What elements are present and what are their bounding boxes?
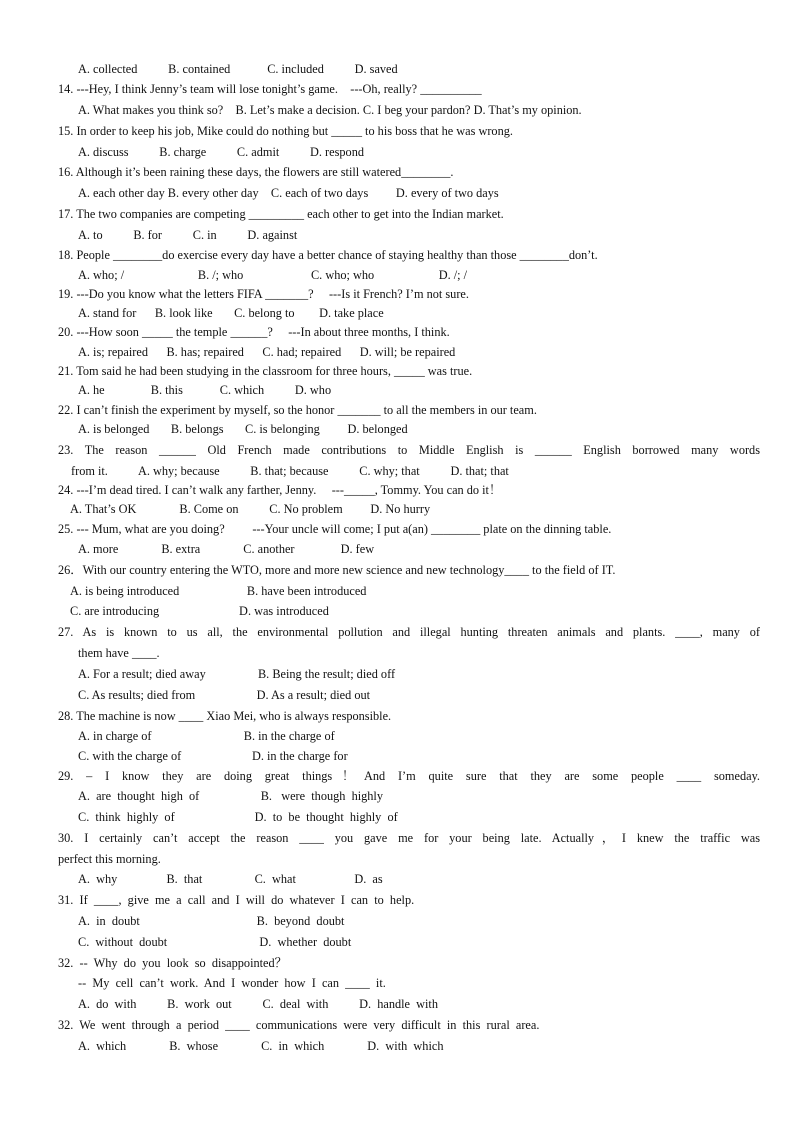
question-line: 23. The reason ______ Old French made contributions to Middle English is ______ English borrowed many words — [58, 443, 760, 457]
answer-options: A. stand for B. look like C. belong to D. take place — [78, 306, 384, 320]
question-line: 24. ---I’m dead tired. I can’t walk any farther, Jenny. ---_____, Tommy. You can do it！ — [58, 483, 502, 497]
question-line: 14. ---Hey, I think Jenny’s team will lose tonight’s game. ---Oh, really? __________ — [58, 82, 482, 96]
answer-options: A. who; / B. /; who C. who; who D. /; / — [78, 268, 468, 282]
answer-options: C. As results; died from D. As a result; died out — [78, 688, 371, 702]
question-line: 30. I certainly can’t accept the reason ____ you gave me for your being late. Actually，I knew the traffic was — [58, 831, 760, 845]
answer-options: A. is being introduced B. have been introduced — [70, 584, 367, 598]
answer-options: A. is belonged B. belongs C. is belonging D. belonged — [78, 422, 408, 436]
answer-options: A. For a result; died away B. Being the result; died off — [78, 667, 396, 681]
question-line: 26．With our country entering the WTO, more and more new science and new technology____ to the field of IT. — [58, 563, 616, 577]
question-line: 22. I can’t finish the experiment by myself, so the honor _______ to all the members in our team. — [58, 403, 537, 417]
question-line: 25. --- Mum, what are you doing? ---Your uncle will come; I put a(an) ________ plate on the dinning table. — [58, 522, 612, 536]
answer-options: -- My cell can’t work. And I wonder how I can ____ it. — [78, 976, 386, 990]
question-line: 32. -- Why do you look so disappointed？ — [58, 956, 287, 970]
answer-options: A. in charge of B. in the charge of — [78, 729, 335, 743]
answer-options: A. which B. whose C. in which D. with which — [78, 1039, 444, 1053]
question-line: 16. Although it’s been raining these days, the flowers are still watered________. — [58, 165, 454, 179]
answer-options: A. What makes you think so? B. Let’s make a decision. C. I beg your pardon? D. That’s my opinion. — [78, 103, 582, 117]
answer-options: A. to B. for C. in D. against — [78, 228, 298, 242]
question-line: 17. The two companies are competing _________ each other to get into the Indian market. — [58, 207, 504, 221]
answer-options: C. without doubt D. whether doubt — [78, 935, 352, 949]
answer-options: C. think highly of D. to be thought highly of — [78, 810, 398, 824]
question-line: 28. The machine is now ____ Xiao Mei, who is always responsible. — [58, 709, 392, 723]
answer-options: A. is; repaired B. has; repaired C. had; repaired D. will; be repaired — [78, 345, 456, 359]
question-line: 31. If ____, give me a call and I will do whatever I can to help. — [58, 893, 415, 907]
question-line: 18. People ________do exercise every day have a better chance of staying healthy than those ________don’t. — [58, 248, 598, 262]
answer-options: A. more B. extra C. another D. few — [78, 542, 375, 556]
answer-options: A. why B. that C. what D. as — [78, 872, 383, 886]
answer-options: A. That’s OK B. Come on C. No problem D. No hurry — [70, 502, 431, 516]
question-line: 27. As is known to us all, the environmental pollution and illegal hunting threaten animals and plants. ____, many of — [58, 625, 760, 639]
answer-options: A. he B. this C. which D. who — [78, 383, 332, 397]
answer-options: A. are thought high of B. were though highly — [78, 789, 383, 803]
answer-options: A. discuss B. charge C. admit D. respond — [78, 145, 364, 159]
answer-options: C. are introducing D. was introduced — [70, 604, 329, 618]
question-line: 19. ---Do you know what the letters FIFA _______? ---Is it French? I’m not sure. — [58, 287, 469, 301]
answer-options: A. each other day B. every other day C. each of two days D. every of two days — [78, 186, 499, 200]
answer-options: C. with the charge of D. in the charge for — [78, 749, 348, 763]
question-line: 15. In order to keep his job, Mike could do nothing but _____ to his boss that he was wrong. — [58, 124, 513, 138]
answer-options: A. do with B. work out C. deal with D. handle with — [78, 997, 439, 1011]
answer-options: A. collected B. contained C. included D. saved — [78, 62, 398, 76]
answer-options: A. in doubt B. beyond doubt — [78, 914, 345, 928]
question-continuation: from it. A. why; because B. that; because C. why; that D. that; that — [71, 464, 509, 478]
question-line: 32. We went through a period ____ communications were very difficult in this rural area. — [58, 1018, 540, 1032]
question-line: 20. ---How soon _____ the temple ______? ---In about three months, I think. — [58, 325, 450, 339]
question-line: 29. – I know they are doing great things！And I’m quite sure that they are some people ____ someday. — [58, 769, 760, 783]
question-line: 21. Tom said he had been studying in the classroom for three hours, _____ was true. — [58, 364, 473, 378]
question-continuation: them have ____. — [78, 646, 160, 660]
question-line: perfect this morning. — [58, 852, 161, 866]
